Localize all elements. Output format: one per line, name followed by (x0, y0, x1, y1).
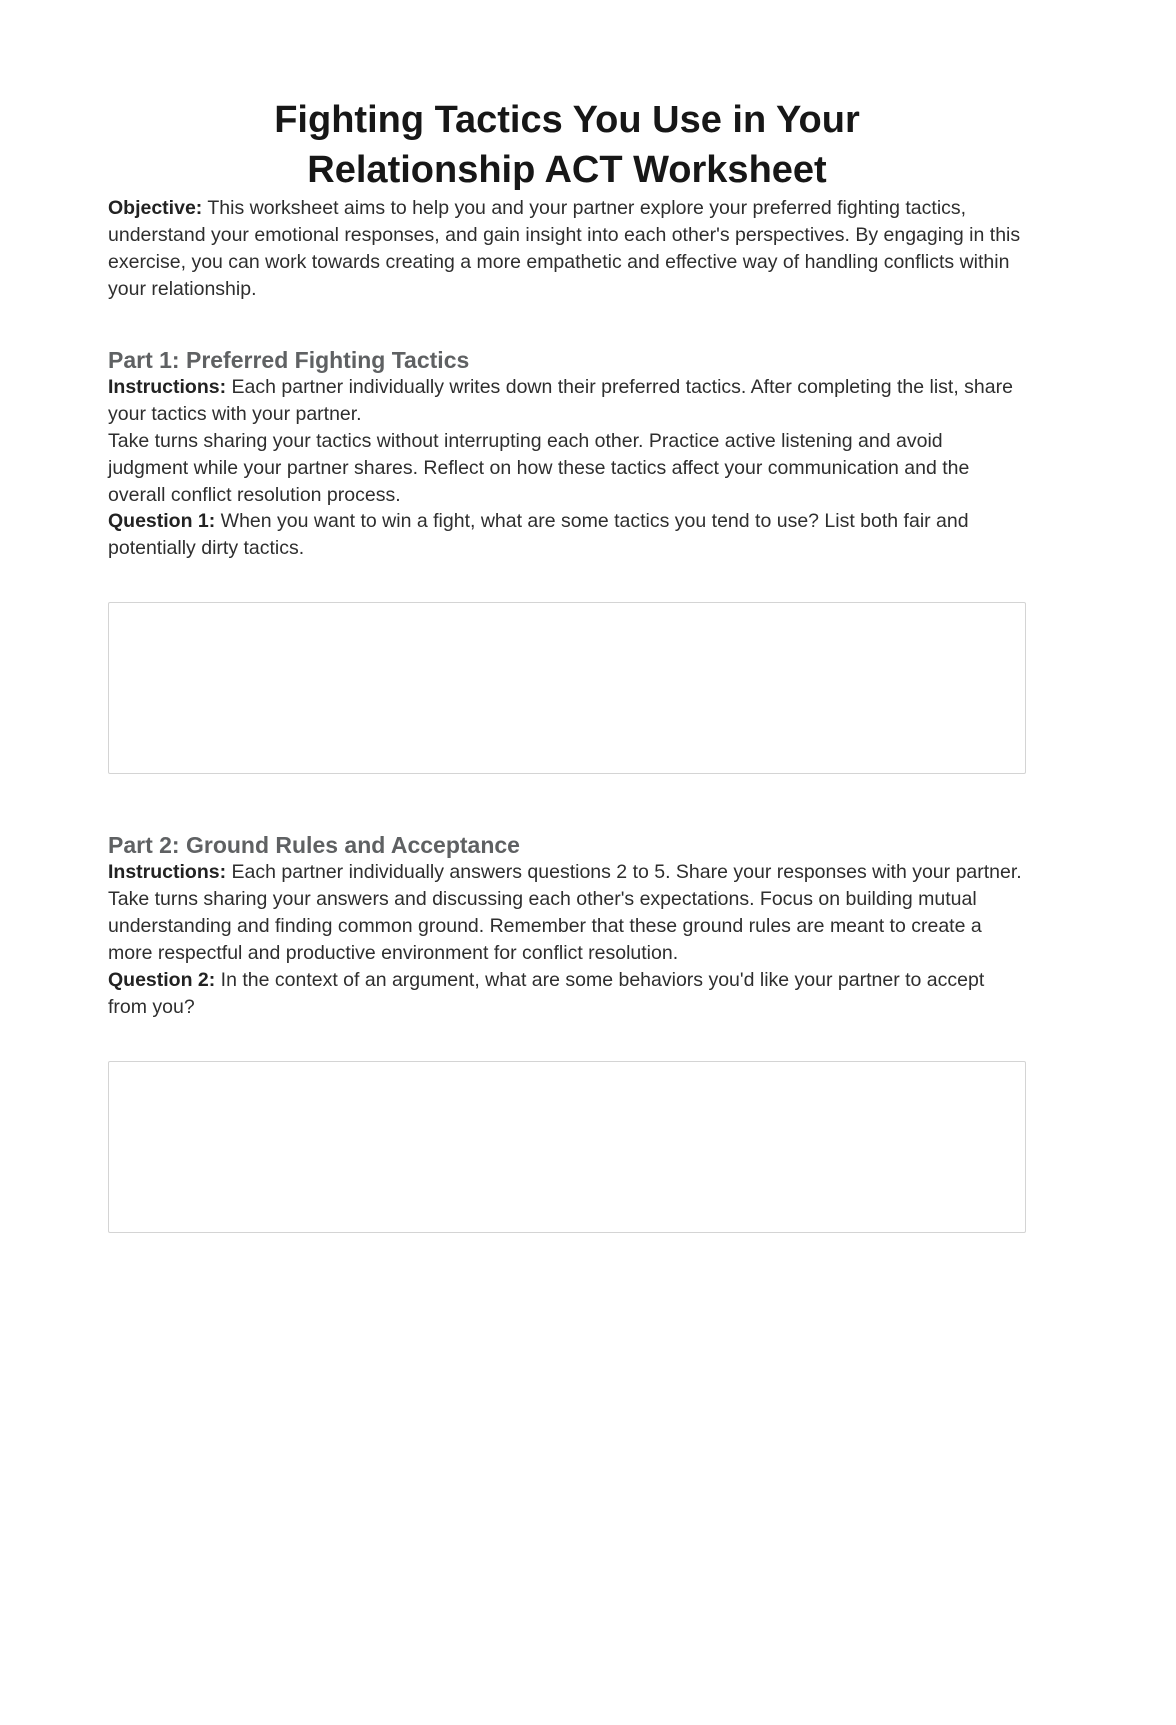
question-1-paragraph (108, 508, 1026, 562)
question-1-answer-box[interactable] (108, 602, 1026, 774)
part1-instructions-text: Each partner individually writes down their preferred tactics. After completing the list, share your tactics with your partner. (108, 375, 1013, 425)
objective-text: This worksheet aims to help you and your partner explore your preferred fighting tactics, understand your emotional responses, and gain insight into each other's perspectives. By engaging in this exercise, you can work towards creating a more empathetic and effective way of handling conflicts within your relationship. (108, 197, 1021, 301)
question-1-label: Question 1: (108, 510, 216, 533)
objective-label: Objective: (108, 197, 203, 220)
part2-instructions-text: Each partner individually answers questions 2 to 5. Share your responses with your partner. (226, 861, 1022, 884)
question-1-text: When you want to win a fight, what are some tactics you tend to use? List both fair and potentially dirty tactics. (108, 510, 969, 560)
part2-heading: Part 2: Ground Rules and Acceptance (108, 832, 520, 859)
part1-sharing-note: Take turns sharing your tactics without interrupting each other. Practice active listening and avoid judgment while your partner shares. Reflect on how these tactics affect your communication and the overall conflict resolution process. (108, 429, 970, 506)
worksheet-page (0, 95, 1176, 1725)
part1-instructions-paragraph (108, 374, 1026, 428)
objective-paragraph (108, 195, 1026, 303)
part1-instructions-label: Instructions: (108, 375, 227, 398)
part2-instructions-paragraph (108, 859, 1026, 886)
page-title: Fighting Tactics You Use in Your Relationship ACT Worksheet (274, 99, 860, 192)
question-2-answer-box[interactable] (108, 1061, 1026, 1233)
question-2-label: Question 2: (108, 968, 216, 991)
question-2-paragraph (108, 967, 1026, 1021)
part1-heading: Part 1: Preferred Fighting Tactics (108, 346, 470, 373)
part2-sharing-note: Take turns sharing your answers and discussing each other's expectations. Focus on building mutual understanding and finding common ground. Remember that these ground rules are meant to create a more respectful and productive environment for conflict resolution. (108, 888, 982, 964)
question-2-text: In the context of an argument, what are some behaviors you'd like your partner to accept from you? (108, 968, 985, 1018)
part2-instructions-label: Instructions: (108, 861, 227, 884)
